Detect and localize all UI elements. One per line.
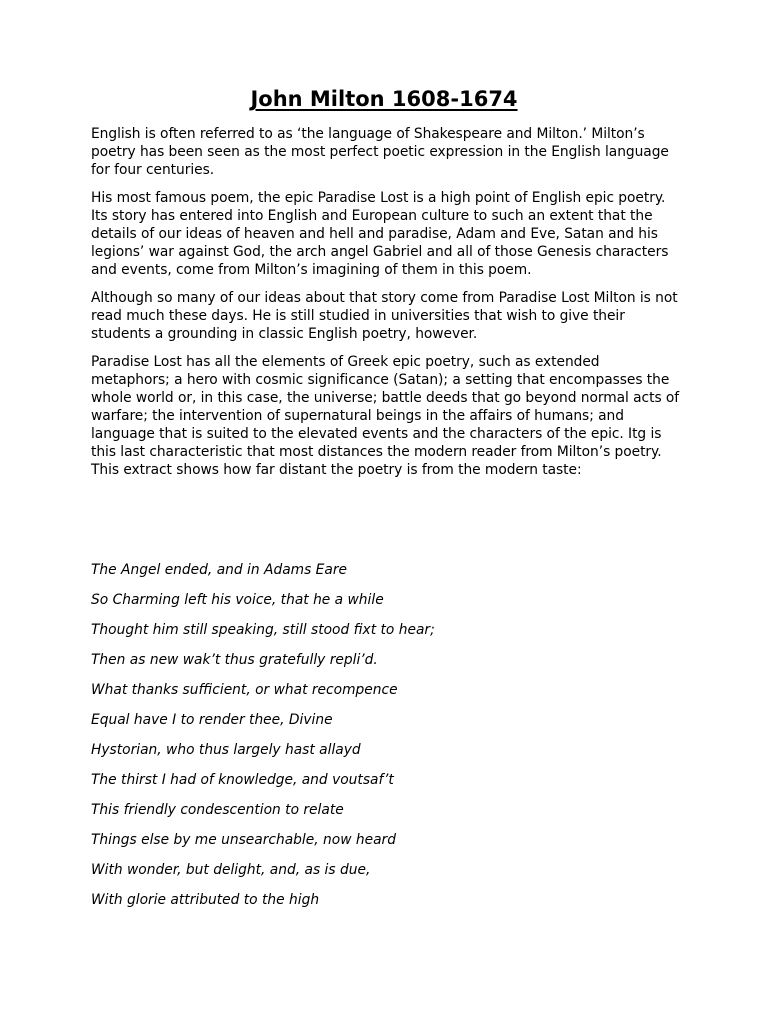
body-text xyxy=(91,125,681,489)
page-title: John Milton 1608-1674 xyxy=(250,87,518,111)
paragraph: English is often referred to as ‘the language of Shakespeare and Milton.’ Milton’s poetry has been seen as the most perfect poetic expression in the English language for four centuries. xyxy=(91,126,669,178)
poem-extract xyxy=(91,561,681,921)
poem-line: Thought him still speaking, still stood fixt to hear; xyxy=(91,622,435,638)
poem-line: The Angel ended, and in Adams Eare xyxy=(91,562,348,578)
poem-line: With wonder, but delight, and, as is due, xyxy=(91,862,371,878)
paragraph: His most famous poem, the epic Paradise Lost is a high point of English epic poetry. Its story has entered into English and European culture to such an extent that the details of our ideas of heaven and hell and paradise, Adam and Eve, Satan and his legions’ war against God, the arch angel Gabriel and all of those Genesis characters and events, come from Milton’s imagining of them in this poem. xyxy=(91,190,669,278)
poem-line: Equal have I to render thee, Divine xyxy=(91,712,333,728)
paragraph: Although so many of our ideas about that story come from Paradise Lost Milton is not read much these days. He is still studied in universities that wish to give their students a grounding in classic English poetry, however. xyxy=(91,290,678,342)
poem-line: The thirst I had of knowledge, and voutsaf’t xyxy=(91,772,394,788)
poem-line: With glorie attributed to the high xyxy=(91,892,320,908)
poem-line: This friendly condescention to relate xyxy=(91,802,344,818)
paragraph: Paradise Lost has all the elements of Greek epic poetry, such as extended metaphors; a hero with cosmic significance (Satan); a setting that encompasses the whole world or, in this case, the universe; battle deeds that go beyond normal acts of warfare; the intervention of supernatural beings in the affairs of humans; and language that is suited to the elevated events and the characters of the epic. Itg is this last characteristic that most distances the modern reader from Milton’s poetry. This extract shows how far distant the poetry is from the modern taste: xyxy=(91,354,680,478)
poem-line: Hystorian, who thus largely hast allayd xyxy=(91,742,361,758)
poem-line: What thanks sufficient, or what recompence xyxy=(91,682,398,698)
poem-line: Then as new wak’t thus gratefully repli’d. xyxy=(91,652,378,668)
poem-line: So Charming left his voice, that he a while xyxy=(91,592,384,608)
poem-line: Things else by me unsearchable, now heard xyxy=(91,832,396,848)
